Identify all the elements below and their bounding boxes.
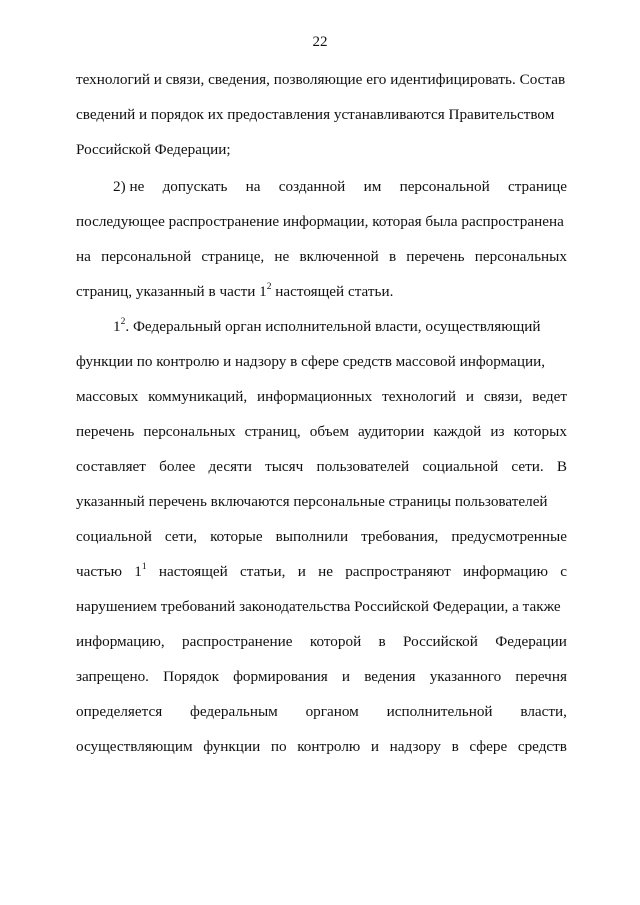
text-line [76, 309, 567, 344]
word: Российской [403, 633, 478, 650]
superscript: 2 [266, 281, 272, 292]
word: аудитории [358, 423, 425, 440]
text-span: функции по контролю и надзору в сфере средств массовой информации, [76, 353, 546, 370]
word: странице, [201, 248, 265, 265]
text-span: технологий и связи, сведения, позволяющие его идентифицировать. Состав [76, 71, 566, 88]
word: перечень [76, 423, 135, 440]
text-line [76, 694, 567, 729]
word: пользователей [316, 458, 410, 475]
word: в [451, 738, 459, 755]
word: созданной [278, 178, 346, 195]
text-line [76, 344, 567, 379]
word: в [378, 633, 386, 650]
word: требования, [361, 528, 439, 545]
text-line [76, 414, 567, 449]
word: распространяют [345, 563, 451, 580]
text-span: последующее распространение информации, которая была распространена [76, 213, 564, 230]
word: коммуникаций, [148, 388, 248, 405]
text-line [76, 379, 567, 414]
word: контролю [297, 738, 361, 755]
text-span: нарушением требований законодательства Российской Федерации, а также [76, 598, 561, 615]
word [134, 554, 146, 589]
word: которых [513, 423, 567, 440]
word: тысяч [265, 458, 304, 475]
word: которые [210, 528, 263, 545]
text-line [76, 239, 567, 274]
word: федеральным [190, 703, 278, 720]
word: Федерации [495, 633, 567, 650]
word: из [490, 423, 505, 440]
word: запрещено. [76, 668, 149, 685]
word: органом [305, 703, 359, 720]
paragraph-1 [76, 62, 567, 167]
word: допускать [162, 178, 228, 195]
word: и [370, 738, 380, 755]
text-span: сведений и порядок их предоставления устанавливаются Правительством [76, 106, 555, 123]
word: статьи, [240, 563, 286, 580]
word: функции [203, 738, 261, 755]
text-span: страниц, указанный в части 1 [76, 283, 267, 300]
word: исполнительной [386, 703, 493, 720]
text-line [76, 519, 567, 554]
word: не [274, 248, 290, 265]
text-span: . Федеральный орган исполнительной власти, осуществляющий [125, 318, 541, 335]
word: и [297, 563, 306, 580]
superscript: 2 [120, 316, 126, 327]
word: на [245, 178, 261, 195]
word: которой [309, 633, 362, 650]
word: информацию, [76, 633, 165, 650]
word: информацию [463, 563, 548, 580]
word: десяти [208, 458, 252, 475]
text-line [76, 97, 567, 132]
word: перечня [515, 668, 567, 685]
word: странице [507, 178, 567, 195]
text-line [76, 554, 567, 589]
word: в [388, 248, 397, 265]
word: настоящей [158, 563, 228, 580]
text-line [76, 449, 567, 484]
word: связи, [483, 388, 523, 405]
text-span: Российской Федерации; [76, 141, 231, 158]
text-line [76, 62, 567, 97]
word: средств [517, 738, 567, 755]
word: сфере [469, 738, 508, 755]
word: включенной [299, 248, 379, 265]
word: страниц, [244, 423, 301, 440]
word: Порядок [163, 668, 219, 685]
word: выполнили [275, 528, 349, 545]
text-line [76, 659, 567, 694]
text-line [76, 132, 567, 167]
word: частью [76, 563, 123, 580]
word: массовых [76, 388, 139, 405]
word: с [560, 563, 567, 580]
word: формирования [233, 668, 328, 685]
text-line [76, 729, 567, 764]
text-span: 1 [134, 563, 142, 580]
paragraph-3 [76, 309, 567, 764]
text-line [76, 169, 567, 204]
text-span: 1 [113, 318, 121, 335]
text-line [76, 624, 567, 659]
word: предусмотренные [451, 528, 567, 545]
word: надзору [389, 738, 441, 755]
word: 2) не [113, 178, 145, 195]
word: составляет [76, 458, 146, 475]
word: на [76, 248, 91, 265]
word: персональной [101, 248, 192, 265]
superscript: 1 [141, 561, 147, 572]
text-line [76, 484, 567, 519]
word: В [556, 458, 567, 475]
word: информационных [257, 388, 373, 405]
word: распространение [182, 633, 293, 650]
text-span: настоящей статьи. [271, 283, 394, 300]
word: ведения [364, 668, 416, 685]
word: указанного [429, 668, 502, 685]
word: ведет [532, 388, 567, 405]
word: технологий [382, 388, 457, 405]
word: персональных [143, 423, 236, 440]
word: осуществляющим [76, 738, 193, 755]
word: и [341, 668, 351, 685]
text-line [76, 589, 567, 624]
text-span: указанный перечень включаются персональные страницы пользователей [76, 493, 548, 510]
word: более [159, 458, 196, 475]
word: и [465, 388, 474, 405]
word: перечень [406, 248, 465, 265]
word: персональных [474, 248, 567, 265]
text-line [76, 274, 567, 309]
word: власти, [520, 703, 567, 720]
paragraph-2 [76, 169, 567, 309]
word: определяется [76, 703, 163, 720]
word: каждой [433, 423, 482, 440]
word: сети, [164, 528, 198, 545]
text-line [76, 204, 567, 239]
word: им [363, 178, 382, 195]
word: сети. [511, 458, 544, 475]
word: по [270, 738, 287, 755]
word: персональной [399, 178, 490, 195]
word: социальной [422, 458, 499, 475]
text-span [113, 309, 541, 344]
page-number: 22 [312, 34, 328, 50]
word: социальной [76, 528, 152, 545]
word: объем [309, 423, 349, 440]
word: не [318, 563, 333, 580]
